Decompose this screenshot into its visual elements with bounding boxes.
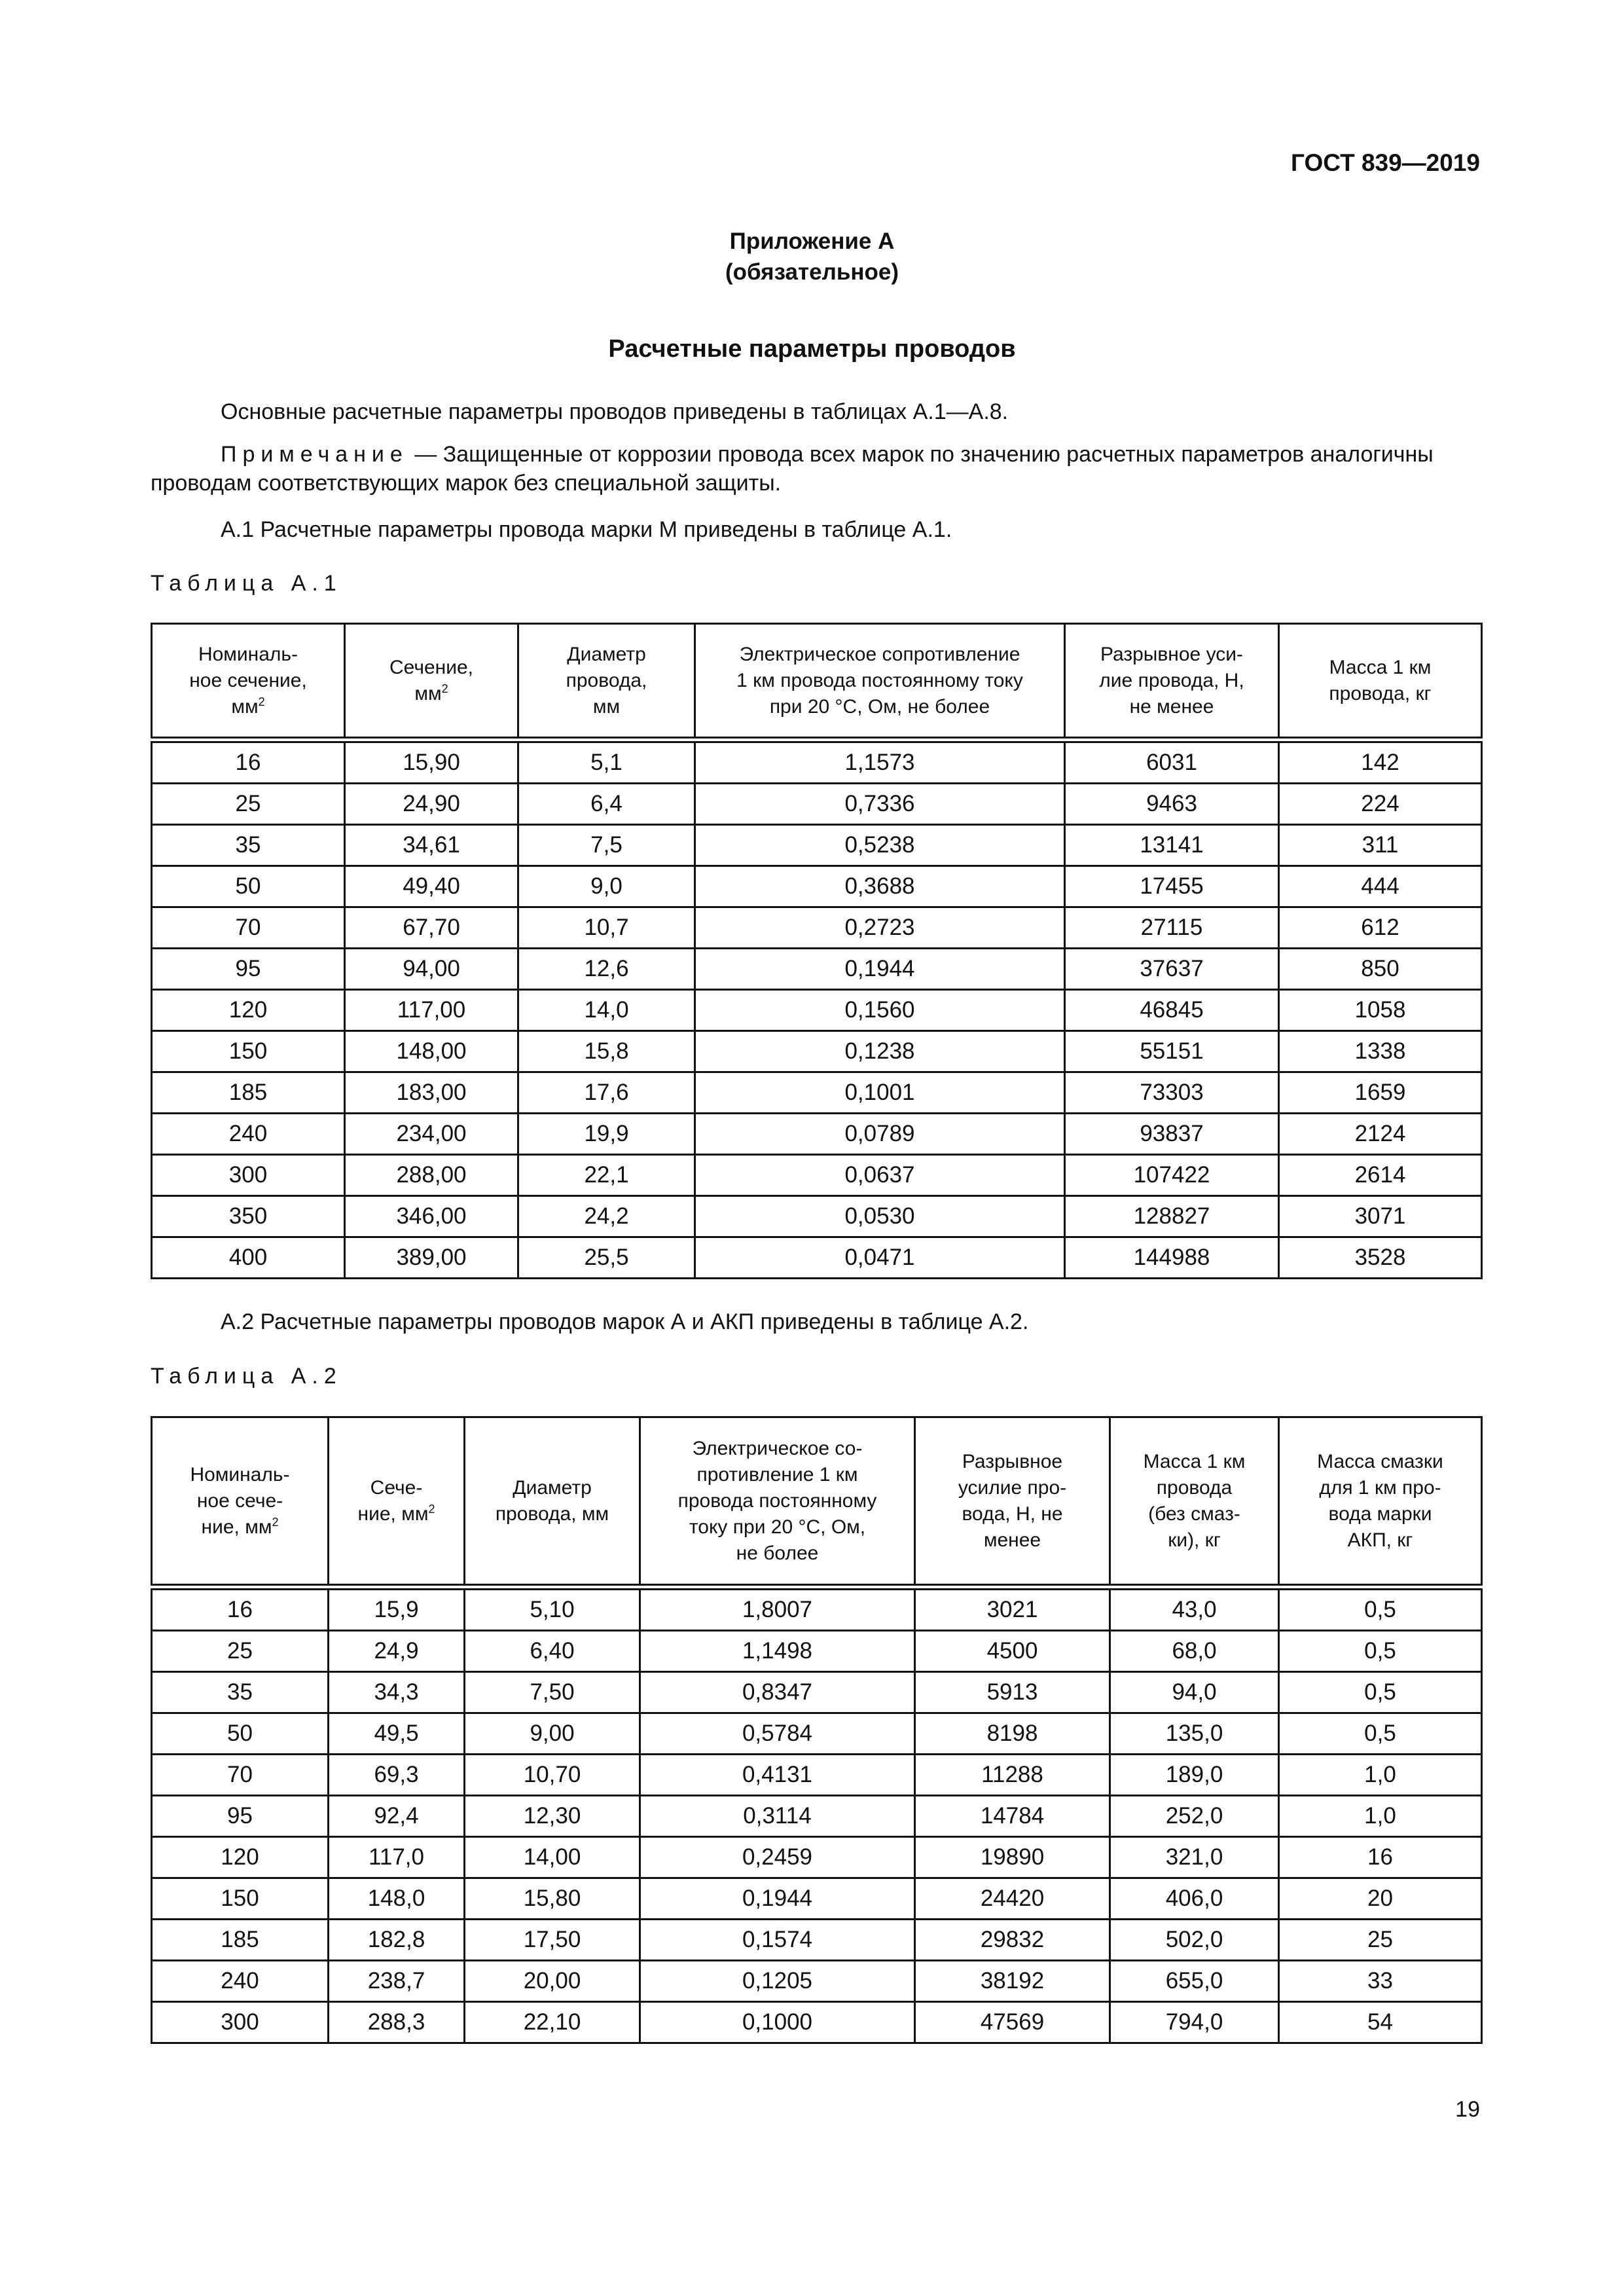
table-cell: 224 bbox=[1279, 784, 1482, 825]
header-text-line: вода марки bbox=[1328, 1503, 1432, 1525]
table-cell: 0,0637 bbox=[695, 1155, 1065, 1196]
table-cell: 0,1944 bbox=[640, 1878, 915, 1920]
table-cell: 128827 bbox=[1065, 1196, 1279, 1237]
table-cell: 15,80 bbox=[465, 1878, 640, 1920]
table-cell: 10,70 bbox=[465, 1755, 640, 1796]
table-row bbox=[152, 1631, 1482, 1672]
table-cell: 0,3688 bbox=[695, 866, 1065, 907]
table-cell: 107422 bbox=[1065, 1155, 1279, 1196]
table-row bbox=[152, 784, 1482, 825]
a1-header-col-2 bbox=[345, 624, 518, 738]
table-cell: 92,4 bbox=[329, 1796, 465, 1837]
table-cell: 144988 bbox=[1065, 1237, 1279, 1279]
table-cell: 69,3 bbox=[329, 1755, 465, 1796]
table-cell: 35 bbox=[152, 825, 345, 866]
table-cell: 73303 bbox=[1065, 1072, 1279, 1114]
table-cell: 6,40 bbox=[465, 1631, 640, 1672]
table-cell: 183,00 bbox=[345, 1072, 518, 1114]
table-cell: 117,0 bbox=[329, 1837, 465, 1878]
table-cell: 54 bbox=[1279, 2002, 1482, 2043]
table-cell: 2124 bbox=[1279, 1114, 1482, 1155]
header-text-line: провода постоянному bbox=[677, 1489, 877, 1512]
table-row bbox=[152, 1672, 1482, 1713]
a2-header-col-2 bbox=[329, 1417, 465, 1585]
table-cell: 95 bbox=[152, 1796, 329, 1837]
table-cell: 93837 bbox=[1065, 1114, 1279, 1155]
table-cell: 0,1205 bbox=[640, 1961, 915, 2002]
table-cell: 0,5 bbox=[1279, 1590, 1482, 1631]
table-cell: 185 bbox=[152, 1920, 329, 1961]
table-row bbox=[152, 1114, 1482, 1155]
table-row bbox=[152, 866, 1482, 907]
table-cell: 17,50 bbox=[465, 1920, 640, 1961]
table-cell: 35 bbox=[152, 1672, 329, 1713]
table-cell: 0,5 bbox=[1279, 1631, 1482, 1672]
table-cell: 150 bbox=[152, 1031, 345, 1072]
table-cell: 148,0 bbox=[329, 1878, 465, 1920]
table-cell: 24,90 bbox=[345, 784, 518, 825]
table-cell: 0,1238 bbox=[695, 1031, 1065, 1072]
table-cell: 38192 bbox=[915, 1961, 1110, 2002]
table-cell: 14784 bbox=[915, 1796, 1110, 1837]
header-text-line: для 1 км про- bbox=[1319, 1476, 1441, 1499]
table-row bbox=[152, 1590, 1482, 1631]
table-cell: 94,00 bbox=[345, 949, 518, 990]
table-row bbox=[152, 1237, 1482, 1279]
table-cell: 2614 bbox=[1279, 1155, 1482, 1196]
table-cell: 311 bbox=[1279, 825, 1482, 866]
a1-header-col-6 bbox=[1279, 624, 1482, 738]
table-row bbox=[152, 1837, 1482, 1878]
table-cell: 5,1 bbox=[518, 742, 695, 784]
header-text-line: Масса 1 км bbox=[1143, 1450, 1246, 1472]
table-cell: 34,61 bbox=[345, 825, 518, 866]
table-cell: 14,00 bbox=[465, 1837, 640, 1878]
header-text-line: Масса 1 км bbox=[1329, 656, 1432, 678]
header-text-line: току при 20 °С, Ом, bbox=[689, 1516, 866, 1538]
table-cell: 25 bbox=[1279, 1920, 1482, 1961]
table-cell: 444 bbox=[1279, 866, 1482, 907]
table-cell: 50 bbox=[152, 1713, 329, 1755]
table-cell: 185 bbox=[152, 1072, 345, 1114]
table-cell: 6,4 bbox=[518, 784, 695, 825]
table-cell: 0,1574 bbox=[640, 1920, 915, 1961]
table-cell: 321,0 bbox=[1110, 1837, 1279, 1878]
header-superscript: 2 bbox=[441, 682, 448, 695]
intro-paragraph: Основные расчетные параметры проводов приведены в таблицах А.1—А.8. bbox=[221, 399, 1009, 424]
table-cell: 7,5 bbox=[518, 825, 695, 866]
table-cell: 10,7 bbox=[518, 907, 695, 949]
note-text: — Защищенные от коррозии провода всех марок по значению расчетных параметров аналогичны проводам соответствующих марок без специальной защиты. bbox=[151, 442, 1434, 496]
table-cell: 346,00 bbox=[345, 1196, 518, 1237]
header-text-line: не менее bbox=[1129, 695, 1214, 718]
table-cell: 794,0 bbox=[1110, 2002, 1279, 2043]
a2-paragraph: А.2 Расчетные параметры проводов марок А и АКП приведены в таблице А.2. bbox=[221, 1309, 1029, 1334]
a2-header-col-1 bbox=[152, 1417, 329, 1585]
header-text-line: 1 км провода постоянному току bbox=[736, 669, 1023, 691]
table-cell: 24,2 bbox=[518, 1196, 695, 1237]
table-cell: 55151 bbox=[1065, 1031, 1279, 1072]
header-text-line: Сече- bbox=[370, 1476, 423, 1499]
table-cell: 49,40 bbox=[345, 866, 518, 907]
table-row bbox=[152, 1755, 1482, 1796]
table-row bbox=[152, 1878, 1482, 1920]
a1-header-col-3 bbox=[518, 624, 695, 738]
table-cell: 502,0 bbox=[1110, 1920, 1279, 1961]
table-cell: 22,10 bbox=[465, 2002, 640, 2043]
table-cell: 22,1 bbox=[518, 1155, 695, 1196]
header-text-line: (без смаз- bbox=[1148, 1503, 1240, 1525]
table-cell: 9,0 bbox=[518, 866, 695, 907]
table-cell: 142 bbox=[1279, 742, 1482, 784]
table-cell: 389,00 bbox=[345, 1237, 518, 1279]
table-cell: 1338 bbox=[1279, 1031, 1482, 1072]
table-cell: 1,0 bbox=[1279, 1755, 1482, 1796]
table-cell: 120 bbox=[152, 1837, 329, 1878]
table-cell: 14,0 bbox=[518, 990, 695, 1031]
table-cell: 25 bbox=[152, 784, 345, 825]
table-row bbox=[152, 1920, 1482, 1961]
table-cell: 20,00 bbox=[465, 1961, 640, 2002]
table-cell: 67,70 bbox=[345, 907, 518, 949]
table-row bbox=[152, 1713, 1482, 1755]
table-a1 bbox=[151, 623, 1483, 1279]
a2-header-col-6 bbox=[1110, 1417, 1279, 1585]
table-cell: 234,00 bbox=[345, 1114, 518, 1155]
table-cell: 5,10 bbox=[465, 1590, 640, 1631]
table-cell: 24,9 bbox=[329, 1631, 465, 1672]
table-cell: 288,00 bbox=[345, 1155, 518, 1196]
table-cell: 11288 bbox=[915, 1755, 1110, 1796]
header-text-line: провода, кг bbox=[1329, 682, 1432, 704]
header-text-line: АКП, кг bbox=[1347, 1529, 1413, 1551]
table-cell: 3021 bbox=[915, 1590, 1110, 1631]
table-cell: 400 bbox=[152, 1237, 345, 1279]
header-text-line: провода bbox=[1156, 1476, 1233, 1499]
table-cell: 15,90 bbox=[345, 742, 518, 784]
standard-number: ГОСТ 839—2019 bbox=[1291, 149, 1480, 176]
header-text-line: Разрывное bbox=[962, 1450, 1063, 1472]
header-text-line: Электрическое со- bbox=[692, 1437, 863, 1459]
table-cell: 240 bbox=[152, 1114, 345, 1155]
table-cell: 17,6 bbox=[518, 1072, 695, 1114]
table-cell: 25 bbox=[152, 1631, 329, 1672]
table-cell: 0,2459 bbox=[640, 1837, 915, 1878]
table-cell: 68,0 bbox=[1110, 1631, 1279, 1672]
table-cell: 4500 bbox=[915, 1631, 1110, 1672]
table-cell: 238,7 bbox=[329, 1961, 465, 2002]
header-superscript: 2 bbox=[258, 695, 265, 708]
table-row bbox=[152, 2002, 1482, 2043]
table-cell: 20 bbox=[1279, 1878, 1482, 1920]
table-cell: 1,0 bbox=[1279, 1796, 1482, 1837]
header-superscript: 2 bbox=[272, 1515, 279, 1529]
table-cell: 120 bbox=[152, 990, 345, 1031]
header-text-line: не более bbox=[736, 1542, 819, 1564]
appendix-title: Приложение А bbox=[729, 228, 895, 254]
header-text-line: провода, bbox=[566, 669, 647, 691]
table-cell: 850 bbox=[1279, 949, 1482, 990]
table-cell: 0,1000 bbox=[640, 2002, 915, 2043]
a2-header-col-3 bbox=[465, 1417, 640, 1585]
table-cell: 0,5 bbox=[1279, 1713, 1482, 1755]
header-text-line: ние, мм bbox=[357, 1503, 429, 1525]
header-separator bbox=[152, 738, 1482, 742]
table-cell: 7,50 bbox=[465, 1672, 640, 1713]
section-title: Расчетные параметры проводов bbox=[608, 335, 1016, 363]
table-cell: 25,5 bbox=[518, 1237, 695, 1279]
appendix-status: (обязательное) bbox=[725, 259, 899, 285]
table-cell: 0,1560 bbox=[695, 990, 1065, 1031]
a2-header-col-7 bbox=[1279, 1417, 1482, 1585]
header-text-line: противление 1 км bbox=[696, 1463, 858, 1485]
table-cell: 12,6 bbox=[518, 949, 695, 990]
table-cell: 0,1944 bbox=[695, 949, 1065, 990]
header-separator bbox=[152, 1585, 1482, 1590]
table-cell: 0,5 bbox=[1279, 1672, 1482, 1713]
header-text-line: мм bbox=[231, 695, 259, 718]
table-cell: 3071 bbox=[1279, 1196, 1482, 1237]
table-row bbox=[152, 1961, 1482, 2002]
header-text-line: вода, Н, не bbox=[962, 1503, 1063, 1525]
table-cell: 70 bbox=[152, 907, 345, 949]
table-row bbox=[152, 825, 1482, 866]
header-text-line: ние, мм bbox=[201, 1516, 272, 1538]
table-cell: 17455 bbox=[1065, 866, 1279, 907]
a1-paragraph: А.1 Расчетные параметры провода марки М приведены в таблице А.1. bbox=[221, 517, 952, 542]
table-row bbox=[152, 1796, 1482, 1837]
table-cell: 3528 bbox=[1279, 1237, 1482, 1279]
table-a2-caption: Таблица А.2 bbox=[151, 1364, 342, 1389]
table-row bbox=[152, 1031, 1482, 1072]
table-cell: 50 bbox=[152, 866, 345, 907]
header-text-line: усилие про- bbox=[958, 1476, 1067, 1499]
table-cell: 0,2723 bbox=[695, 907, 1065, 949]
table-cell: 612 bbox=[1279, 907, 1482, 949]
table-row bbox=[152, 1072, 1482, 1114]
table-cell: 1058 bbox=[1279, 990, 1482, 1031]
table-cell: 0,0471 bbox=[695, 1237, 1065, 1279]
table-cell: 33 bbox=[1279, 1961, 1482, 2002]
table-cell: 1,1498 bbox=[640, 1631, 915, 1672]
table-cell: 655,0 bbox=[1110, 1961, 1279, 2002]
table-cell: 46845 bbox=[1065, 990, 1279, 1031]
table-cell: 12,30 bbox=[465, 1796, 640, 1837]
table-cell: 34,3 bbox=[329, 1672, 465, 1713]
a1-header-col-1 bbox=[152, 624, 345, 738]
table-cell: 1659 bbox=[1279, 1072, 1482, 1114]
table-cell: 0,4131 bbox=[640, 1755, 915, 1796]
table-cell: 182,8 bbox=[329, 1920, 465, 1961]
table-cell: 1,8007 bbox=[640, 1590, 915, 1631]
table-row bbox=[152, 1155, 1482, 1196]
table-cell: 13141 bbox=[1065, 825, 1279, 866]
table-cell: 5913 bbox=[915, 1672, 1110, 1713]
table-cell: 406,0 bbox=[1110, 1878, 1279, 1920]
table-cell: 15,8 bbox=[518, 1031, 695, 1072]
header-text-line: Диаметр bbox=[513, 1476, 592, 1499]
table-cell: 1,1573 bbox=[695, 742, 1065, 784]
table-cell: 300 bbox=[152, 1155, 345, 1196]
a1-header-col-4 bbox=[695, 624, 1065, 738]
table-cell: 252,0 bbox=[1110, 1796, 1279, 1837]
table-cell: 49,5 bbox=[329, 1713, 465, 1755]
table-cell: 150 bbox=[152, 1878, 329, 1920]
table-cell: 0,3114 bbox=[640, 1796, 915, 1837]
table-row bbox=[152, 1196, 1482, 1237]
table-cell: 0,0789 bbox=[695, 1114, 1065, 1155]
table-row bbox=[152, 949, 1482, 990]
table-cell: 6031 bbox=[1065, 742, 1279, 784]
table-cell: 9463 bbox=[1065, 784, 1279, 825]
table-cell: 15,9 bbox=[329, 1590, 465, 1631]
header-text-line: провода, мм bbox=[495, 1503, 609, 1525]
table-cell: 0,0530 bbox=[695, 1196, 1065, 1237]
table-cell: 9,00 bbox=[465, 1713, 640, 1755]
table-cell: 8198 bbox=[915, 1713, 1110, 1755]
a1-header-col-5 bbox=[1065, 624, 1279, 738]
header-text-line: при 20 °С, Ом, не более bbox=[769, 695, 990, 718]
table-cell: 70 bbox=[152, 1755, 329, 1796]
table-cell: 94,0 bbox=[1110, 1672, 1279, 1713]
header-text-line: ное сече- bbox=[196, 1489, 283, 1512]
table-cell: 0,5784 bbox=[640, 1713, 915, 1755]
header-text-line: Сечение, bbox=[389, 656, 473, 678]
table-a2 bbox=[151, 1416, 1483, 2044]
table-cell: 288,3 bbox=[329, 2002, 465, 2043]
table-cell: 0,1001 bbox=[695, 1072, 1065, 1114]
header-text-line: Электрическое сопротивление bbox=[739, 643, 1020, 665]
table-cell: 0,5238 bbox=[695, 825, 1065, 866]
header-text-line: мм bbox=[414, 682, 442, 704]
note-paragraph bbox=[151, 440, 1481, 498]
table-cell: 16 bbox=[152, 742, 345, 784]
header-text-line: Номиналь- bbox=[190, 1463, 290, 1485]
table-cell: 16 bbox=[1279, 1837, 1482, 1878]
note-label: Примечание bbox=[221, 442, 408, 467]
table-cell: 135,0 bbox=[1110, 1713, 1279, 1755]
table-a1-caption: Таблица А.1 bbox=[151, 571, 342, 596]
table-cell: 95 bbox=[152, 949, 345, 990]
header-text-line: Разрывное уси- bbox=[1100, 643, 1243, 665]
table-cell: 19890 bbox=[915, 1837, 1110, 1878]
header-text-line: Масса смазки bbox=[1317, 1450, 1443, 1472]
table-cell: 29832 bbox=[915, 1920, 1110, 1961]
table-cell: 240 bbox=[152, 1961, 329, 2002]
table-cell: 37637 bbox=[1065, 949, 1279, 990]
table-cell: 43,0 bbox=[1110, 1590, 1279, 1631]
table-cell: 27115 bbox=[1065, 907, 1279, 949]
appendix-heading bbox=[0, 226, 1624, 287]
header-text-line: менее bbox=[983, 1529, 1041, 1551]
table-cell: 189,0 bbox=[1110, 1755, 1279, 1796]
table-row bbox=[152, 907, 1482, 949]
table-cell: 0,7336 bbox=[695, 784, 1065, 825]
header-text-line: лие провода, Н, bbox=[1099, 669, 1244, 691]
a2-header-col-4 bbox=[640, 1417, 915, 1585]
table-cell: 350 bbox=[152, 1196, 345, 1237]
table-cell: 24420 bbox=[915, 1878, 1110, 1920]
header-text-line: ки), кг bbox=[1168, 1529, 1221, 1551]
a2-header-col-5 bbox=[915, 1417, 1110, 1585]
table-cell: 117,00 bbox=[345, 990, 518, 1031]
table-row bbox=[152, 742, 1482, 784]
table-cell: 148,00 bbox=[345, 1031, 518, 1072]
table-cell: 16 bbox=[152, 1590, 329, 1631]
table-cell: 47569 bbox=[915, 2002, 1110, 2043]
header-superscript: 2 bbox=[428, 1502, 435, 1516]
header-text-line: Диаметр bbox=[567, 643, 646, 665]
page-number: 19 bbox=[1455, 2097, 1480, 2122]
table-cell: 0,8347 bbox=[640, 1672, 915, 1713]
table-cell: 300 bbox=[152, 2002, 329, 2043]
header-text-line: Номиналь- bbox=[198, 643, 298, 665]
header-text-line: мм bbox=[592, 695, 621, 718]
table-row bbox=[152, 990, 1482, 1031]
header-text-line: ное сечение, bbox=[189, 669, 307, 691]
table-cell: 19,9 bbox=[518, 1114, 695, 1155]
